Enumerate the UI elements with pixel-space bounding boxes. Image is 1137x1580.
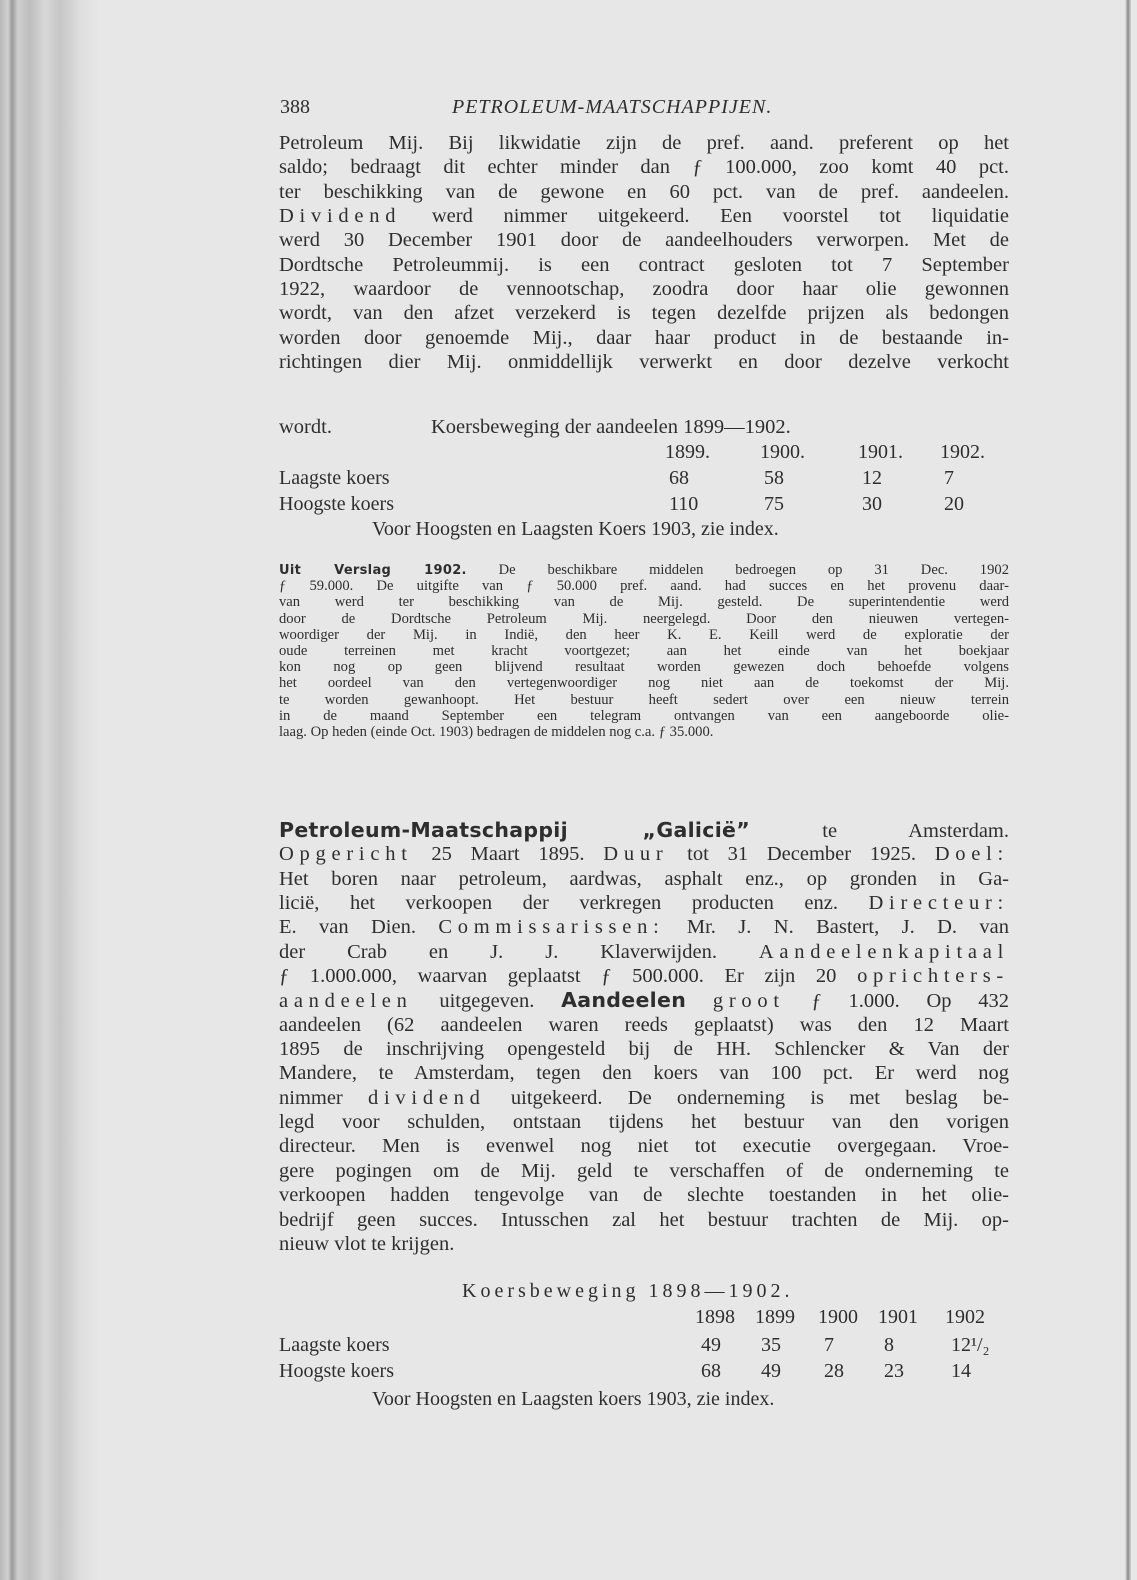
- text-line: [279, 964, 1009, 988]
- table-cell: 7: [824, 1334, 834, 1356]
- text-run: ƒ 1.000. Op 432: [784, 990, 1009, 1013]
- table-cell: 49: [761, 1360, 781, 1382]
- text-run: in de maand September een telegram ontvangen van een aangeboorde olie-: [279, 707, 1009, 724]
- text-line: [279, 253, 1009, 277]
- text-line: [279, 180, 1009, 204]
- text-run: Petroleum Mij. Bij likwidatie zijn de pref. aand. preferent op het: [279, 132, 1009, 154]
- text-run: E. van Dien.: [279, 916, 439, 939]
- table-cell: 28: [824, 1360, 844, 1382]
- text-line: [279, 818, 1009, 842]
- text-run: Mandere, te Amsterdam, tegen den koers van 100 pct. Er werd nog: [279, 1062, 1009, 1085]
- text-line: [279, 891, 1009, 915]
- text-line: [279, 675, 1009, 691]
- report-1902-text: [279, 562, 1009, 740]
- text-run: werd nimmer uitgekeerd. Een voorstel tot liquidatie: [401, 205, 1009, 228]
- table-cell: 68: [701, 1360, 721, 1382]
- text-run: saldo; bedraagt dit echter minder dan ƒ 100.000, zoo komt 40 pct.: [279, 156, 1009, 179]
- table-cell: 20: [944, 493, 964, 515]
- text-line: [279, 155, 1009, 179]
- text-line: [279, 659, 1009, 675]
- table-cell: 12¹/₂: [951, 1334, 990, 1356]
- table-cell: 35: [761, 1334, 781, 1356]
- text-run: De beschikbare middelen bedroegen op 31 Dec. 1902: [466, 562, 1009, 578]
- text-line: [279, 1110, 1009, 1134]
- text-run: door de Dordtsche Petroleum Mij. neergelegd. Door den nieuwen vertegen-: [279, 610, 1009, 627]
- spaced-term: Duur: [603, 843, 669, 866]
- text-run: Het boren naar petroleum, aardwas, asphalt enz., op gronden in Ga-: [279, 867, 1009, 890]
- spaced-term: Doel:: [934, 843, 1009, 866]
- text-line: [279, 326, 1009, 350]
- text-run: bedrijf geen succes. Intusschen zal het bestuur trachten de Mij. op-: [279, 1208, 1009, 1231]
- price-table-2: [279, 1280, 1009, 1420]
- page-right-edge: [1125, 0, 1131, 1580]
- spaced-term: Dividend: [279, 205, 402, 228]
- table-cell: 12: [862, 467, 882, 489]
- table-cell: 49: [701, 1334, 721, 1356]
- bold-heading: Petroleum-Maatschappij „Galicië”: [279, 818, 750, 842]
- spaced-term: dividend: [368, 1086, 486, 1109]
- table-2-title: Koersbeweging 1898—1902.: [462, 1280, 794, 1302]
- table-1-title: Koersbeweging der aandeelen 1899—1902.: [431, 416, 791, 438]
- text-line: [279, 1183, 1009, 1207]
- text-line: [279, 708, 1009, 724]
- row-label: Hoogste koers: [279, 1360, 394, 1382]
- text-line: [279, 1013, 1009, 1037]
- text-run: richtingen dier Mij. onmiddellijk verwerkt en door dezelve verkocht: [279, 351, 1009, 374]
- text-line: [279, 131, 1009, 155]
- table-cell: 14: [951, 1360, 971, 1382]
- text-run: 25 Maart 1895.: [412, 843, 604, 866]
- text-run: werd 30 December 1901 door de aandeelhouders verworpen. Met de: [279, 229, 1009, 252]
- spaced-term: aandeelen: [279, 990, 413, 1013]
- spaced-term: Opgericht: [279, 843, 413, 866]
- text-run: van werd ter beschikking van de Mij. gesteld. De superintendentie werd: [279, 594, 1009, 611]
- text-line: [279, 594, 1009, 610]
- text-run: kon nog op geen blijvend resultaat worden gewezen doch behoefde volgens: [279, 659, 1009, 676]
- text-run: worden door genoemde Mij., daar haar product in de bestaande in-: [279, 326, 1009, 349]
- text-run: wordt, van den afzet verzekerd is tegen dezelfde prijzen als bedongen: [279, 302, 1009, 325]
- table-cell: 30: [862, 493, 882, 515]
- text-line: [279, 940, 1009, 964]
- text-line: [279, 301, 1009, 325]
- table-cell: 23: [884, 1360, 904, 1382]
- text-line: [279, 627, 1009, 643]
- text-run: verkoopen hadden tengevolge van de slechte toestanden in het olie-: [279, 1184, 1009, 1207]
- text-run: ƒ 1.000.000, waarvan geplaatst ƒ 500.000. Er zijn 20: [279, 965, 858, 988]
- text-run: nimmer: [279, 1086, 368, 1109]
- table-cell: 110: [669, 493, 699, 515]
- text-line: [279, 842, 1009, 866]
- text-run: oude terreinen met kracht voortgezet; aan het einde van het boekjaar: [279, 642, 1009, 659]
- text-line: [279, 228, 1009, 252]
- column-header: 1900.: [760, 441, 805, 463]
- price-table-1: [279, 441, 1009, 551]
- text-line: [279, 1134, 1009, 1158]
- column-header: 1899.: [665, 441, 710, 463]
- text-run: Mr. J. N. Bastert, J. D. van: [664, 916, 1009, 939]
- text-run: uitgegeven.: [412, 990, 562, 1013]
- text-line: [279, 204, 1009, 228]
- text-run: ƒ 59.000. De uitgifte van ƒ 50.000 pref. aand. had succes en het provenu daar-: [279, 578, 1009, 595]
- text-run: laag. Op heden (einde Oct. 1903) bedragen de middelen nog c.a. ƒ 35.000.: [279, 723, 714, 740]
- running-title: PETROLEUM-MAATSCHAPPIJEN.: [452, 96, 773, 118]
- text-line: [279, 1086, 1009, 1110]
- text-line: [279, 724, 1009, 740]
- spaced-term: Directeur:: [868, 892, 1009, 915]
- text-line: [279, 350, 1009, 374]
- table-cell: 8: [884, 1334, 894, 1356]
- text-line: [279, 562, 1009, 578]
- text-line: [279, 692, 1009, 708]
- text-line: [279, 988, 1009, 1012]
- column-header: 1902.: [940, 441, 985, 463]
- spaced-term: groot: [712, 990, 785, 1013]
- text-run: het oordeel van den vertegenwoordiger nog niet aan de toekomst der Mij.: [279, 675, 1009, 692]
- spaced-term: oprichters-: [857, 965, 1009, 988]
- section-2-text: [279, 818, 1009, 1256]
- column-header: 1901: [878, 1306, 918, 1328]
- text-run: Dordtsche Petroleummij. is een contract gesloten tot 7 September: [279, 253, 1009, 276]
- bold-heading: Uit Verslag 1902.: [279, 563, 467, 578]
- last-line-start: wordt.: [279, 416, 332, 438]
- text-run: tot 31 December 1925.: [668, 843, 935, 866]
- text-run: nieuw vlot te krijgen.: [279, 1232, 455, 1255]
- text-line: [279, 915, 1009, 939]
- text-line: [279, 867, 1009, 891]
- text-run: aandeelen (62 aandeelen waren reeds geplaatst) was den 12 Maart: [279, 1013, 1009, 1036]
- text-line: [279, 1232, 1009, 1256]
- book-binding-edge: [0, 0, 100, 1580]
- table-cell: 7: [944, 467, 954, 489]
- text-run: [686, 990, 713, 1012]
- text-line: [279, 1037, 1009, 1061]
- row-label: Laagste koers: [279, 467, 390, 489]
- text-line: [279, 1061, 1009, 1085]
- bold-heading: Aandeelen: [561, 988, 687, 1013]
- text-run: uitgekeerd. De onderneming is met beslag be-: [485, 1086, 1009, 1109]
- text-line: [279, 1208, 1009, 1232]
- text-run: te Amsterdam.: [750, 820, 1009, 842]
- text-run: 1895 de inschrijving opengesteld bij de HH. Schlencker & Van der: [279, 1038, 1009, 1061]
- table-cell: 58: [764, 467, 784, 489]
- text-run: gere pogingen om de Mij. geld te verschaffen of de onderneming te: [279, 1159, 1009, 1182]
- text-run: woordiger der Mij. in Indië, den heer K. E. Keill werd de exploratie der: [279, 626, 1009, 643]
- table-cell: 75: [764, 493, 784, 515]
- table-cell: 68: [669, 467, 689, 489]
- section-1-last-line: [279, 416, 791, 439]
- text-run: der Crab en J. J. Klaverwijden.: [279, 940, 759, 963]
- column-header: 1901.: [858, 441, 903, 463]
- column-header: 1902: [945, 1306, 985, 1328]
- text-line: [279, 1159, 1009, 1183]
- text-run: directeur. Men is evenwel nog niet tot executie overgegaan. Vroe-: [279, 1135, 1009, 1158]
- text-line: [279, 611, 1009, 627]
- column-header: 1898: [695, 1306, 735, 1328]
- text-run: ter beschikking van de gewone en 60 pct. van de pref. aandeelen.: [279, 180, 1009, 203]
- spaced-term: Aandeelenkapitaal: [758, 940, 1009, 963]
- section-1-text: [279, 131, 1009, 374]
- page-number: 388: [280, 96, 310, 118]
- text-run: 1922, waardoor de vennootschap, zoodra door haar olie gewonnen: [279, 278, 1009, 301]
- text-run: te worden gewanhoopt. Het bestuur heeft sedert over een nieuw terrein: [279, 691, 1009, 708]
- row-label: Laagste koers: [279, 1334, 390, 1356]
- text-run: legd voor schulden, ontstaan tijdens het bestuur van den vorigen: [279, 1111, 1009, 1134]
- text-run: licië, het verkoopen der verkregen producten enz.: [279, 892, 869, 915]
- table-note: Voor Hoogsten en Laagsten Koers 1903, zie index.: [372, 518, 779, 540]
- spaced-term: Commissarissen:: [438, 916, 665, 939]
- row-label: Hoogste koers: [279, 493, 394, 515]
- text-line: [279, 277, 1009, 301]
- column-header: 1899: [755, 1306, 795, 1328]
- column-header: 1900: [818, 1306, 858, 1328]
- table-note: Voor Hoogsten en Laagsten koers 1903, zie index.: [372, 1388, 775, 1410]
- text-line: [279, 578, 1009, 594]
- text-line: [279, 643, 1009, 659]
